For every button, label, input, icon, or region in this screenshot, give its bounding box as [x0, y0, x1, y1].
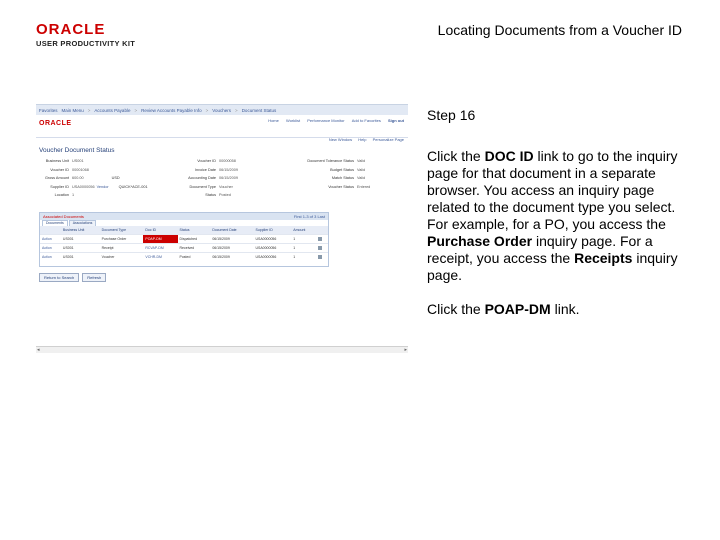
- column-header: Business Unit: [61, 226, 100, 235]
- field-label: Accounting Date: [188, 176, 216, 180]
- column-header: Amount: [291, 226, 315, 235]
- table-cell: Voucher: [100, 253, 144, 262]
- field-value: Entered: [357, 184, 371, 189]
- table-cell: 06/15/2009: [210, 244, 253, 253]
- breadcrumb-separator: >: [87, 107, 91, 113]
- instruction-text: link to go to the inquiry page for that document in a separate browser. You access an inquiry page related to the document type you select. For example, for a PO, you access the: [427, 148, 678, 232]
- worklist-link[interactable]: Worklist: [285, 118, 301, 123]
- documents-table: [40, 226, 328, 261]
- doc-id-link[interactable]: VCHR-DM: [143, 253, 177, 262]
- table-cell: 06/15/2009: [210, 253, 253, 262]
- column-header: Doc ID: [143, 226, 177, 235]
- table-cell: USA0000056: [253, 235, 291, 244]
- field-value: Valid: [357, 176, 366, 180]
- page-title: Voucher Document Status: [39, 147, 115, 154]
- supplier-name-link[interactable]: Vendor: [96, 184, 109, 189]
- refresh-button[interactable]: Refresh: [82, 273, 106, 282]
- field-value: Valid: [357, 167, 366, 172]
- column-header: Document Type: [100, 226, 144, 235]
- field-label: Budget Status: [330, 167, 354, 172]
- action-dropdown[interactable]: Action: [40, 244, 61, 253]
- table-cell: 06/15/2009: [210, 235, 253, 244]
- field-label: Invoice Date: [194, 167, 216, 172]
- field-row: [176, 185, 238, 194]
- table-row: [40, 235, 328, 244]
- document-icon[interactable]: [318, 255, 322, 259]
- table-cell: 1: [291, 235, 315, 244]
- instruction-emphasis: Receipts: [574, 250, 633, 266]
- field-label: Location: [54, 193, 69, 197]
- menu-accounts-payable[interactable]: Accounts Payable: [94, 107, 131, 113]
- field-row: [286, 185, 370, 194]
- menu-favorites[interactable]: Favorites: [39, 107, 58, 113]
- field-value: USA0000056: [72, 184, 95, 189]
- field-row: [39, 159, 148, 168]
- table-cell: US001: [61, 244, 100, 253]
- field-row: [176, 176, 238, 185]
- instruction-text: Click the: [427, 301, 485, 317]
- instruction-paragraph: [427, 148, 692, 284]
- field-label: Match Status: [331, 176, 354, 180]
- document-icon[interactable]: [318, 237, 322, 241]
- add-to-favorites-link[interactable]: Add to Favorites: [351, 118, 381, 123]
- field-row: [39, 185, 148, 194]
- field-value: Valid: [357, 159, 366, 163]
- grid-header: [40, 213, 328, 220]
- instruction-emphasis: DOC ID: [484, 148, 534, 164]
- field-value: Posted: [219, 193, 231, 197]
- field-row: [286, 168, 370, 177]
- table-cell: Posted: [178, 253, 211, 262]
- action-dropdown[interactable]: Action: [40, 253, 61, 262]
- new-window-link[interactable]: New Window: [328, 137, 353, 142]
- instruction-text: inquiry page. For a receipt, you access the: [427, 233, 653, 266]
- performance-monitor-link[interactable]: Performance Monitor: [307, 118, 345, 123]
- table-cell: [316, 235, 328, 244]
- help-link[interactable]: Help: [358, 137, 367, 142]
- column-header: Status: [178, 226, 211, 235]
- grid-pagination[interactable]: First 1-3 of 3 Last: [293, 214, 325, 219]
- table-cell: [316, 253, 328, 262]
- field-label: Voucher ID: [50, 167, 69, 172]
- table-cell: 1: [291, 253, 315, 262]
- field-label: Gross Amount: [44, 176, 69, 180]
- horizontal-scrollbar[interactable]: [36, 346, 408, 353]
- field-value: 00001068: [72, 167, 89, 172]
- table-cell: Dispatched: [178, 235, 211, 244]
- column-header: Supplier ID: [253, 226, 291, 235]
- fields-left: [39, 159, 148, 202]
- fields-right: [286, 159, 370, 193]
- table-cell: USA0000056: [253, 253, 291, 262]
- instruction-text: inquiry page.: [427, 250, 678, 283]
- field-label: Document Type: [189, 184, 216, 189]
- table-cell: Purchase Order: [100, 235, 144, 244]
- field-value: 600.00: [72, 176, 84, 180]
- field-value: Voucher: [219, 184, 233, 189]
- column-header: [40, 226, 61, 235]
- app-header: [36, 115, 408, 138]
- logo-kit: USER PRODUCTIVITY KIT: [36, 39, 136, 48]
- table-cell: Receipt: [100, 244, 144, 253]
- voucher-fields: [36, 159, 408, 211]
- document-icon[interactable]: [318, 246, 322, 250]
- field-row: [176, 193, 238, 202]
- supplier-shortname: QUICK*ACE-001: [118, 184, 148, 189]
- app-logo: ORACLE: [39, 120, 72, 127]
- field-label: Voucher Status: [328, 184, 354, 189]
- personalize-page-link[interactable]: Personalize Page: [372, 137, 404, 142]
- field-row: [39, 168, 148, 177]
- table-row: [40, 253, 328, 262]
- application-screenshot: [36, 104, 408, 353]
- instruction-emphasis: POAP-DM: [484, 301, 551, 317]
- table-cell: Received: [178, 244, 211, 253]
- field-row: [39, 193, 148, 202]
- associated-documents-grid: [39, 212, 329, 267]
- table-cell: US001: [61, 253, 100, 262]
- scroll-left-icon[interactable]: ◂: [37, 347, 40, 353]
- doc-id-link-poap-dm[interactable]: POAP-DM: [143, 235, 177, 244]
- oracle-upk-logo: [36, 22, 135, 48]
- column-header: [316, 226, 328, 235]
- column-header: Document Date: [210, 226, 253, 235]
- breadcrumb-separator: >: [205, 107, 209, 113]
- field-row: [286, 176, 370, 185]
- menu-vouchers[interactable]: Vouchers: [212, 107, 232, 113]
- menu-document-status[interactable]: Document Status: [241, 107, 277, 113]
- home-link[interactable]: Home: [268, 118, 279, 123]
- field-value: 00000058: [219, 159, 236, 163]
- field-value: 06/15/2009: [219, 167, 239, 172]
- table-cell: 1: [291, 244, 315, 253]
- instruction-text: link.: [550, 301, 580, 317]
- breadcrumb-separator: >: [235, 107, 238, 113]
- page-buttons: [39, 273, 109, 282]
- logo-brand: ORACLE: [36, 21, 106, 38]
- breadcrumb-separator: >: [134, 107, 138, 113]
- breadcrumb: [36, 105, 408, 115]
- instruction-paragraph: [427, 301, 692, 318]
- field-row: [39, 176, 148, 185]
- instruction-text: Click the: [427, 148, 485, 164]
- field-row: [176, 168, 238, 177]
- return-to-search-button[interactable]: Return to Search: [39, 273, 79, 282]
- fields-middle: [176, 159, 238, 202]
- tab-associations[interactable]: Associations: [69, 220, 97, 226]
- step-title: Step 16: [427, 107, 476, 123]
- field-label: Supplier ID: [50, 184, 69, 189]
- slide-title: Locating Documents from a Voucher ID: [437, 22, 682, 38]
- header-links: [262, 118, 404, 123]
- instruction-emphasis: Purchase Order: [427, 233, 533, 249]
- field-value: 1: [72, 193, 75, 197]
- table-header-row: [40, 226, 328, 235]
- currency: USD: [111, 176, 120, 180]
- field-label: Document Tolerance Status: [307, 159, 354, 163]
- sub-links: [324, 137, 404, 142]
- table-row: [40, 244, 328, 253]
- field-label: Status: [205, 193, 216, 197]
- table-cell: US001: [61, 235, 100, 244]
- field-label: Voucher ID: [197, 159, 216, 163]
- field-row: [176, 159, 238, 168]
- grid-title: Associated Documents: [43, 214, 84, 219]
- field-label: Business Unit: [45, 159, 69, 163]
- sign-out-link[interactable]: Sign out: [388, 118, 404, 123]
- menu-main[interactable]: Main Menu: [61, 107, 84, 113]
- action-dropdown[interactable]: Action: [40, 235, 61, 244]
- table-cell: USA0000056: [253, 244, 291, 253]
- scroll-right-icon[interactable]: ▸: [404, 347, 407, 353]
- tab-documents[interactable]: Documents: [42, 220, 68, 226]
- field-value: US001: [72, 159, 84, 163]
- instructions: [427, 148, 692, 335]
- menu-review-ap-info[interactable]: Review Accounts Payable Info: [141, 107, 202, 113]
- table-cell: [316, 244, 328, 253]
- field-row: [286, 159, 370, 168]
- field-value: 06/15/2009: [219, 176, 239, 180]
- doc-id-link[interactable]: RCVAP-DM: [143, 244, 177, 253]
